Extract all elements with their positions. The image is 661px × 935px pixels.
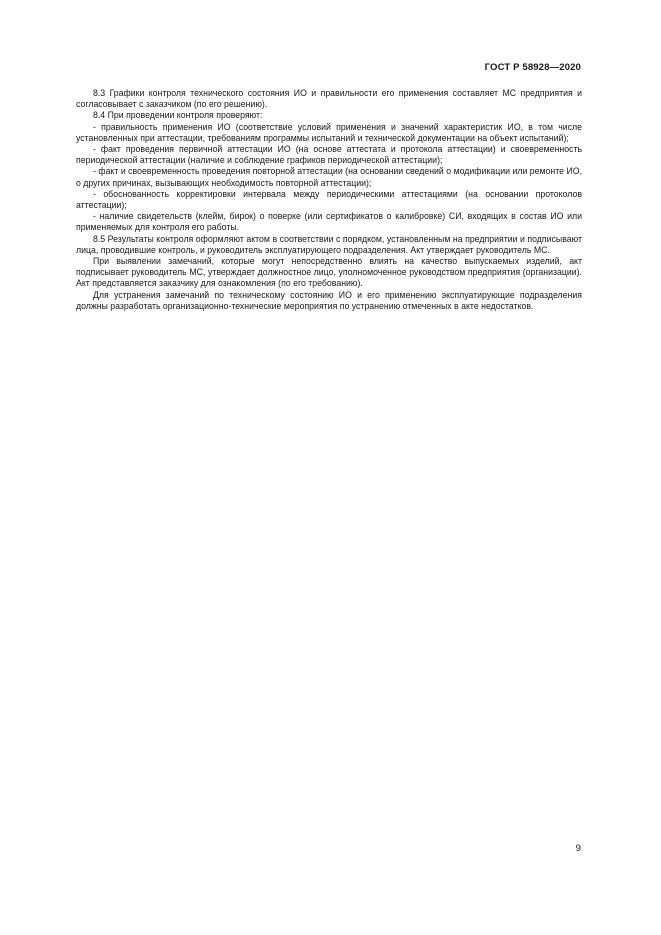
list-item-primary-attestation: - факт проведения первичной аттестации ИО (на основе аттестата и протокола аттестации) и своевременность периодической аттестации (наличие и соблюдение графиков периодической аттестации); xyxy=(76,144,582,166)
paragraph-corrective-measures: Для устранения замечаний по техническому состоянию ИО и его применению эксплуатирующие подразделения должны разработать организационно-технические мероприятия по устранению отмеченных в акте недостатков. xyxy=(76,289,582,311)
paragraph-8-5: 8.5 Результаты контроля оформляют актом в соответствии с порядком, установленным на предприятии и подписывают лица, проводившие контроль, и руководитель эксплуатирующего подразделения. Акт утверждает руководитель МС. xyxy=(76,233,582,255)
list-item-verification-marks: - наличие свидетельств (клейм, бирок) о поверке (или сертификатов о калибровке) СИ, входящих в состав ИО или применяемых для контроля его работы. xyxy=(76,211,582,233)
list-item-interval-correction: - обоснованность корректировки интервала между периодическими аттестациями (на основании протоколов аттестации); xyxy=(76,188,582,211)
page-number: 9 xyxy=(575,843,581,854)
document-header-standard-code: ГОСТ Р 58928—2020 xyxy=(484,62,581,73)
paragraph-remarks: При выявлении замечаний, которые могут непосредственно влиять на качество выпускаемых изделий, акт подписывает руководитель МС, утверждает должностное лицо, уполномоченное руководством предприятия (организации). Акт представляется заказчику для ознакомления (по его требованию). xyxy=(76,256,582,289)
list-item-repeat-attestation: - факт и своевременность проведения повторной аттестации (на основании сведений о модификации или ремонте ИО, о других причинах, вызывающих необходимость повторной аттестации); xyxy=(76,166,582,188)
list-item-correct-application: - правильность применения ИО (соответствие условий применения и значений характеристик ИО, в том числе установленных при аттестации, требованиям программы испытаний и технической документации на объект испытаний); xyxy=(76,121,582,143)
paragraph-8-4: 8.4 При проведении контроля проверяют: xyxy=(93,110,263,121)
document-body xyxy=(76,88,582,312)
paragraph-8-3: 8.3 Графики контроля технического состояния ИО и правильности его применения составляет МС предприятия и согласовывает с заказчиком (по его решению). xyxy=(76,88,582,110)
